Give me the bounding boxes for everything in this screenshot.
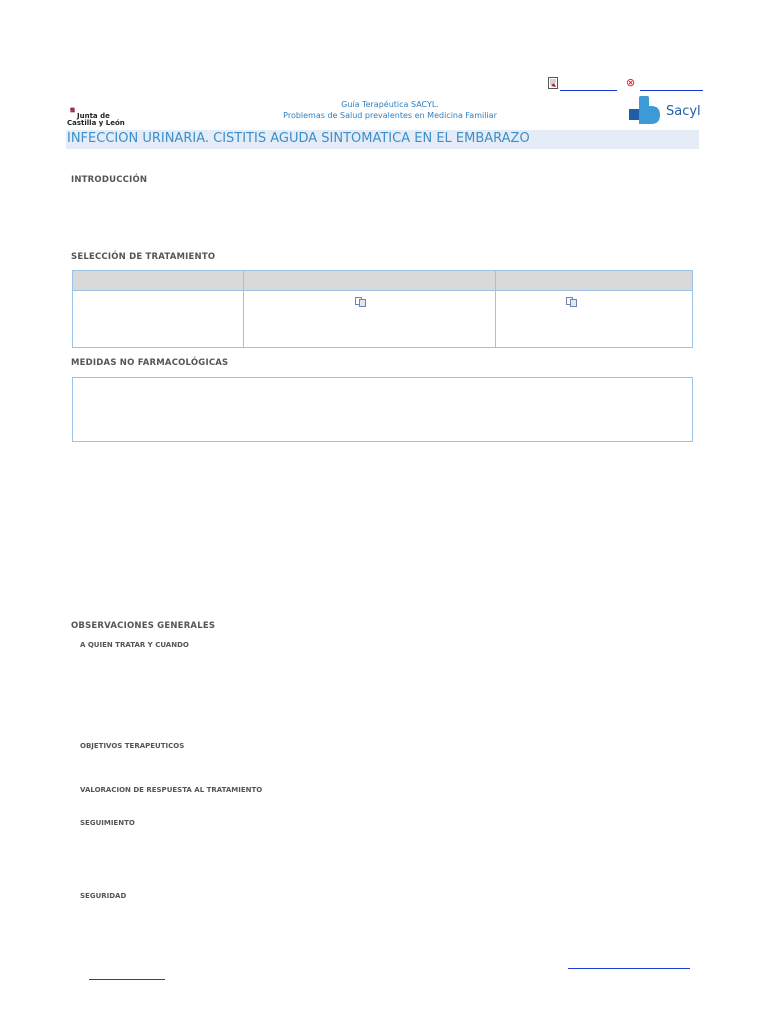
non-pharma-box	[72, 377, 693, 442]
page-title: INFECCION URINARIA. CISTITIS AGUDA SINTOMATICA EN EL EMBARAZO	[66, 130, 699, 149]
footer-link-left[interactable]	[89, 967, 165, 980]
pdf-icon[interactable]	[548, 77, 559, 89]
copy-icon[interactable]	[355, 297, 367, 307]
sub-a-quien-tratar: A QUIEN TRATAR Y CUANDO	[80, 641, 189, 649]
treatment-table	[72, 270, 693, 348]
guide-subtitle: Problemas de Salud prevalentes en Medicina Familiar	[283, 111, 497, 120]
close-link[interactable]	[640, 76, 703, 91]
section-seleccion-tratamiento: SELECCIÓN DE TRATAMIENTO	[71, 252, 216, 262]
sacyl-brand: Sacyl	[666, 104, 701, 119]
sub-valoracion: VALORACION DE RESPUESTA AL TRATAMIENTO	[80, 786, 263, 794]
section-medidas-no-farmacologicas: MEDIDAS NO FARMACOLÓGICAS	[71, 358, 229, 368]
section-introduccion: INTRODUCCIÓN	[71, 175, 148, 185]
footer-link-right[interactable]	[568, 956, 690, 969]
sub-seguridad: SEGURIDAD	[80, 892, 127, 900]
table-column-divider	[243, 271, 244, 347]
sub-seguimiento: SEGUIMIENTO	[80, 819, 135, 827]
pdf-link[interactable]	[560, 76, 617, 91]
guide-title: Guía Terapéutica SACYL.	[341, 100, 439, 109]
treatment-table-header	[73, 271, 692, 291]
sub-objetivos: OBJETIVOS TERAPEUTICOS	[80, 742, 185, 750]
close-icon[interactable]: ⊗	[626, 76, 636, 89]
copy-icon[interactable]	[566, 297, 578, 307]
section-observaciones-generales: OBSERVACIONES GENERALES	[71, 621, 216, 631]
table-column-divider	[495, 271, 496, 347]
jcyl-logo-text: Junta de Castilla y León	[67, 112, 125, 127]
